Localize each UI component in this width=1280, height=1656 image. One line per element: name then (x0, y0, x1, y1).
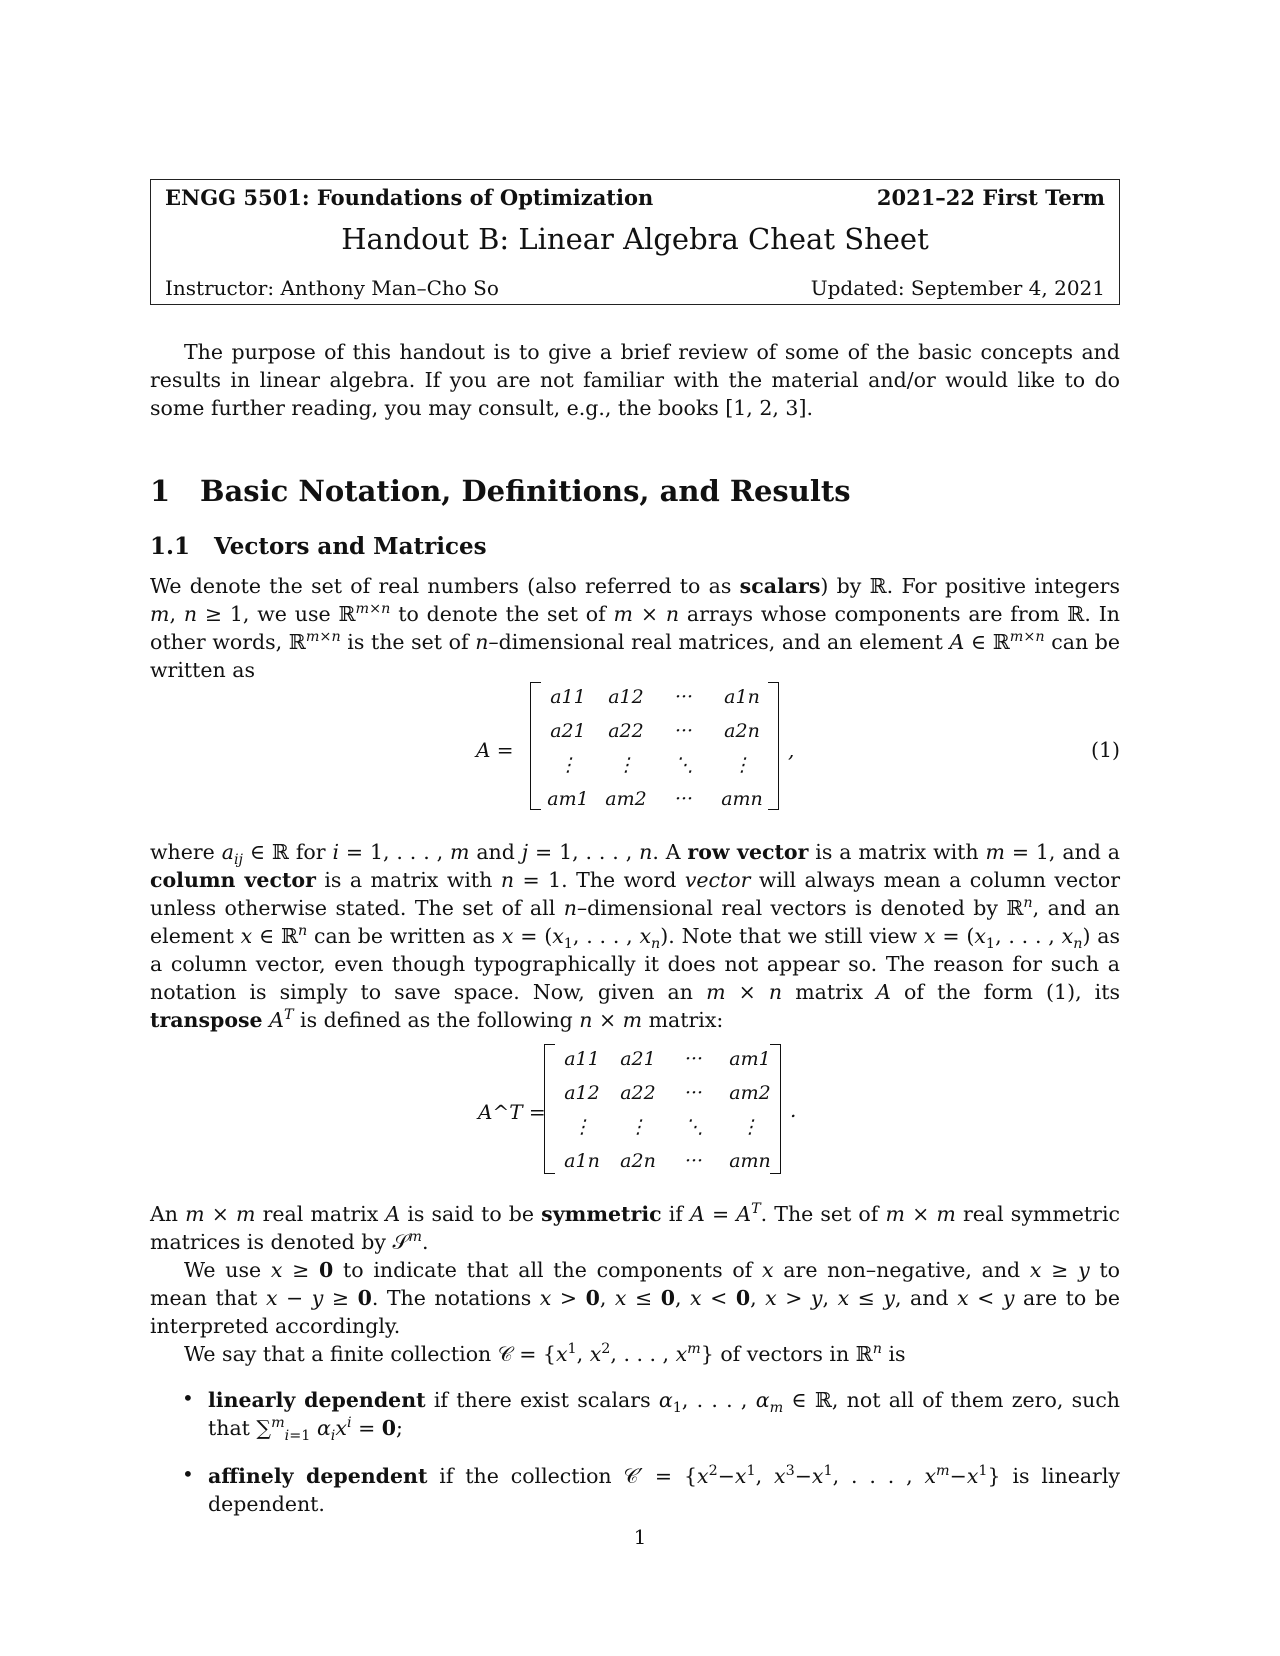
updated-date: Updated: September 4, 2021 (810, 276, 1105, 300)
subsection-number: 1.1 (150, 533, 191, 560)
eq2-cell: a22 (620, 1082, 656, 1104)
section-heading (150, 474, 851, 508)
paragraph-collection: We say that a finite collection 𝒞 = {$x^1$, $x^2$, . . . , $x^m$} of vectors in ℝ$^n$ is (184, 1341, 906, 1366)
eq2-cell: a21 (620, 1048, 656, 1070)
paragraph-vectors: where $a_{ij}$ ∈ ℝ for i = 1, . . . , m and j = 1, . . . , n. A row vector is a matrix with m = 1, and a column vector is a matrix with n = 1. The word vector will always mean a column vector unless otherwise stated. The set of all n–dimensional real vectors is denoted by ℝ$^n$, and an element x ∈ ℝ$^n$ can be written as $x = (x_1$, . . . , $x_n$). Note that we still view $x = (x_1$, . . . , $x_n$) as a column vector, even though typographically it does not appear so. The reason for such a notation is simply to save space. Now, given an m × n matrix A of the form (1), its transpose $A^T$ is defined as the following n × m matrix: (150, 840, 1121, 1032)
eq2-cell: ⋮ (740, 1116, 760, 1138)
eq2-lhs-text: A^T = (478, 1100, 546, 1124)
eq2-lhs (478, 1100, 546, 1124)
eq2-cell: a2n (620, 1150, 656, 1172)
paragraph-symmetric: An m × m real matrix A is said to be symmetric if $A = A^T$. The set of m × m real symmetric matrices is denoted by 𝒮$^m$. (150, 1201, 1120, 1254)
paragraph-inequalities: We use x ≥ 0 to indicate that all the components of x are non–negative, and x ≥ y to mean that x − y ≥ 0. The notations x > 0, x ≤ 0, x < 0, x > y, x ≤ y, and x < y are to be interpreted accordingly. (150, 1258, 1121, 1338)
eq2-period: . (790, 1098, 797, 1122)
eq1-cell: am1 (547, 788, 589, 810)
subsection-heading (150, 533, 487, 560)
eq2-cell: a11 (564, 1048, 600, 1070)
bullet-marker: • (182, 1462, 194, 1486)
eq1-cell: amn (721, 788, 763, 810)
instructor: Instructor: Anthony Man–Cho So (165, 276, 499, 300)
bullet-affinely-dependent: affinely dependent if the collection 𝒞′ = {$x^2-x^1$, $x^3-x^1$, . . . , $x^m-x^1$} is linearly dependent. (208, 1463, 1120, 1516)
eq1-cell: a22 (608, 720, 644, 742)
eq1-cell: a1n (724, 686, 760, 708)
eq2-cell: ⋱ (684, 1116, 704, 1138)
eq2-cell: a1n (564, 1150, 600, 1172)
handout-header-box (150, 179, 1120, 305)
eq1-cell: ··· (674, 788, 694, 810)
eq2-cell: ⋮ (628, 1116, 648, 1138)
eq1-cell: a12 (608, 686, 644, 708)
subsection-title: Vectors and Matrices (214, 533, 487, 560)
course-name: ENGG 5501: Foundations of Optimization (165, 185, 654, 210)
intro-paragraph: The purpose of this handout is to give a brief review of some of the basic concepts and results in linear algebra. If you are not familiar with the material and/or would like to do some further reading, you may consult, e.g., the books [1, 2, 3]. (150, 340, 1120, 420)
eq1-cell: ⋮ (616, 754, 636, 776)
eq2-cell: ··· (684, 1150, 704, 1172)
eq1-cell: ⋱ (674, 754, 694, 776)
eq1-cell: a21 (550, 720, 586, 742)
eq2-cell: am1 (729, 1048, 771, 1070)
eq2-cell: a12 (564, 1082, 600, 1104)
section-number: 1 (150, 474, 171, 508)
section-title: Basic Notation, Definitions, and Results (200, 474, 851, 508)
eq1-lhs: A = (476, 738, 514, 762)
bullet-marker: • (182, 1386, 194, 1410)
eq2-cell: am2 (729, 1082, 771, 1104)
eq2-cell: ··· (684, 1048, 704, 1070)
paragraph-matrices: We denote the set of real numbers (also referred to as scalars) by ℝ. For positive integers m, n ≥ 1, we use ℝ$^{m\times n}$ to denote the set of m × n arrays whose components are from ℝ. In other words, ℝ$^{m\times n}$ is the set of n–dimensional real matrices, and an element A ∈ ℝ$^{m\times n}$ can be written as (150, 574, 1121, 682)
eq1-cell: ··· (674, 720, 694, 742)
handout-title: Handout B: Linear Algebra Cheat Sheet (341, 222, 929, 256)
page-number: 1 (633, 1525, 647, 1549)
eq2-cell: amn (729, 1150, 771, 1172)
eq1-cell: am2 (605, 788, 647, 810)
eq1-number: (1) (1090, 738, 1120, 762)
bullet-linearly-dependent: linearly dependent if there exist scalars $\alpha_1$, . . . , $\alpha_m$ ∈ ℝ, not all of them zero, such that ∑$^m_{i=1}$ $\alpha_ix^i = 0$; (208, 1388, 1121, 1445)
eq2-cell: ⋮ (572, 1116, 592, 1138)
eq1-comma: , (788, 738, 795, 762)
term: 2021–22 First Term (876, 185, 1105, 210)
eq1-cell: a2n (724, 720, 760, 742)
eq1-cell: ··· (674, 686, 694, 708)
eq2-cell: ··· (684, 1082, 704, 1104)
eq1-cell: ⋮ (558, 754, 578, 776)
eq1-cell: a11 (550, 686, 586, 708)
eq1-cell: ⋮ (732, 754, 752, 776)
